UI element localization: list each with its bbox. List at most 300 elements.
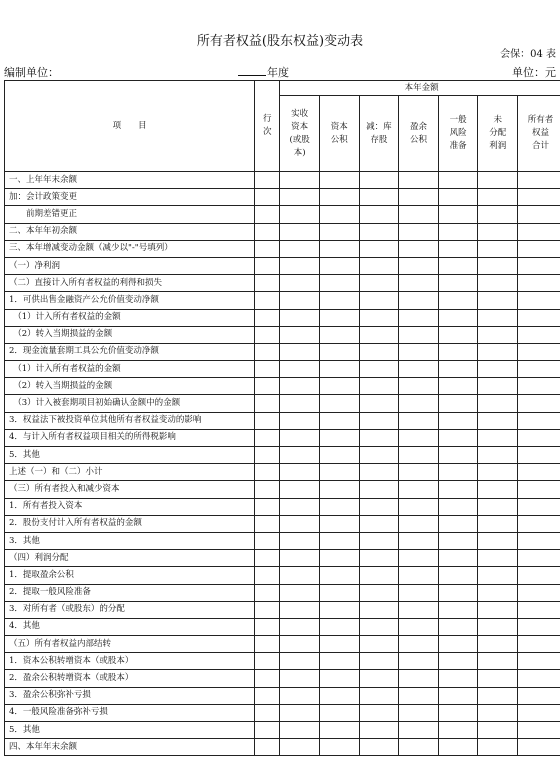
amount-cell[interactable]: [319, 704, 359, 721]
amount-cell[interactable]: [438, 309, 478, 326]
table-row: [5, 275, 560, 292]
line-number-cell[interactable]: [255, 240, 280, 257]
amount-cell[interactable]: [438, 447, 478, 464]
amount-cell[interactable]: [478, 601, 518, 618]
amount-cell[interactable]: [399, 739, 439, 756]
amount-cell[interactable]: [399, 618, 439, 635]
amount-cell[interactable]: [438, 550, 478, 567]
amount-cell[interactable]: [478, 412, 518, 429]
amount-cell[interactable]: [399, 378, 439, 395]
amount-cell[interactable]: [319, 292, 359, 309]
year-blank[interactable]: [238, 65, 266, 76]
amount-cell[interactable]: [359, 739, 399, 756]
amount-cell[interactable]: [478, 395, 518, 412]
line-number-cell[interactable]: [255, 361, 280, 378]
column-header: [438, 96, 478, 172]
amount-cell[interactable]: [399, 257, 439, 274]
amount-cell[interactable]: [359, 722, 399, 739]
amount-cell[interactable]: [359, 172, 399, 189]
amount-cell[interactable]: [478, 257, 518, 274]
line-number-cell[interactable]: [255, 447, 280, 464]
amount-cell[interactable]: [319, 464, 359, 481]
row-label: 1．资本公积转增资本（或股本）: [5, 653, 255, 670]
amount-cell[interactable]: [319, 653, 359, 670]
amount-cell[interactable]: [438, 567, 478, 584]
amount-cell[interactable]: [478, 172, 518, 189]
line-number-cell[interactable]: [255, 722, 280, 739]
amount-cell[interactable]: [280, 515, 320, 532]
amount-cell[interactable]: [399, 515, 439, 532]
amount-cell[interactable]: [280, 223, 320, 240]
amount-cell[interactable]: [438, 240, 478, 257]
amount-cell[interactable]: [280, 584, 320, 601]
amount-cell[interactable]: [399, 687, 439, 704]
amount-cell[interactable]: [319, 343, 359, 360]
column-header-text: 所有者 权益 合计: [527, 115, 554, 151]
table-row: [5, 532, 560, 549]
line-number-cell[interactable]: [255, 257, 280, 274]
amount-cell[interactable]: [518, 687, 560, 704]
table-row: [5, 704, 560, 721]
amount-cell[interactable]: [359, 275, 399, 292]
amount-cell[interactable]: [478, 292, 518, 309]
amount-cell[interactable]: [280, 481, 320, 498]
amount-cell[interactable]: [280, 206, 320, 223]
row-label: 加：会计政策变更: [5, 189, 255, 206]
amount-cell[interactable]: [319, 309, 359, 326]
amount-cell[interactable]: [399, 447, 439, 464]
line-number-cell[interactable]: [255, 275, 280, 292]
amount-cell[interactable]: [319, 447, 359, 464]
line-number-cell[interactable]: [255, 601, 280, 618]
amount-cell[interactable]: [518, 189, 560, 206]
amount-cell[interactable]: [399, 584, 439, 601]
amount-cell[interactable]: [319, 481, 359, 498]
amount-cell[interactable]: [359, 515, 399, 532]
amount-cell[interactable]: [518, 653, 560, 670]
amount-cell[interactable]: [359, 447, 399, 464]
line-number-cell[interactable]: [255, 653, 280, 670]
amount-cell[interactable]: [518, 704, 560, 721]
amount-cell[interactable]: [518, 275, 560, 292]
row-label: （1）计入所有者权益的金额: [5, 309, 255, 326]
amount-cell[interactable]: [399, 670, 439, 687]
amount-cell[interactable]: [438, 326, 478, 343]
amount-cell[interactable]: [399, 326, 439, 343]
amount-cell[interactable]: [359, 670, 399, 687]
amount-cell[interactable]: [399, 464, 439, 481]
amount-cell[interactable]: [438, 429, 478, 446]
row-label: （1）计入所有者权益的金额: [5, 361, 255, 378]
amount-cell[interactable]: [438, 343, 478, 360]
amount-cell[interactable]: [478, 481, 518, 498]
amount-cell[interactable]: [399, 361, 439, 378]
line-number-cell[interactable]: [255, 739, 280, 756]
line-number-cell[interactable]: [255, 618, 280, 635]
amount-cell[interactable]: [319, 275, 359, 292]
amount-cell[interactable]: [478, 653, 518, 670]
amount-cell[interactable]: [478, 361, 518, 378]
amount-cell[interactable]: [478, 378, 518, 395]
amount-cell[interactable]: [478, 189, 518, 206]
amount-cell[interactable]: [518, 326, 560, 343]
amount-cell[interactable]: [319, 395, 359, 412]
amount-cell[interactable]: [280, 447, 320, 464]
amount-cell[interactable]: [518, 722, 560, 739]
amount-cell[interactable]: [319, 584, 359, 601]
amount-cell[interactable]: [438, 378, 478, 395]
amount-cell[interactable]: [280, 257, 320, 274]
amount-cell[interactable]: [319, 722, 359, 739]
amount-cell[interactable]: [399, 601, 439, 618]
amount-cell[interactable]: [319, 515, 359, 532]
amount-cell[interactable]: [359, 550, 399, 567]
amount-cell[interactable]: [280, 292, 320, 309]
amount-cell[interactable]: [518, 670, 560, 687]
amount-cell[interactable]: [518, 601, 560, 618]
amount-cell[interactable]: [359, 240, 399, 257]
amount-cell[interactable]: [399, 223, 439, 240]
amount-cell[interactable]: [319, 687, 359, 704]
amount-cell[interactable]: [438, 653, 478, 670]
line-number-header: [255, 81, 280, 172]
amount-cell[interactable]: [280, 601, 320, 618]
amount-cell[interactable]: [518, 481, 560, 498]
amount-cell[interactable]: [478, 309, 518, 326]
amount-cell[interactable]: [518, 223, 560, 240]
amount-cell[interactable]: [359, 584, 399, 601]
amount-cell[interactable]: [478, 275, 518, 292]
line-number-cell[interactable]: [255, 309, 280, 326]
amount-cell[interactable]: [399, 189, 439, 206]
amount-cell[interactable]: [438, 636, 478, 653]
row-label: 4．其他: [5, 618, 255, 635]
amount-cell[interactable]: [280, 618, 320, 635]
amount-cell[interactable]: [359, 687, 399, 704]
amount-cell[interactable]: [319, 378, 359, 395]
amount-cell[interactable]: [518, 292, 560, 309]
line-number-cell[interactable]: [255, 687, 280, 704]
amount-cell[interactable]: [478, 223, 518, 240]
amount-cell[interactable]: [518, 550, 560, 567]
amount-cell[interactable]: [478, 739, 518, 756]
line-number-cell[interactable]: [255, 206, 280, 223]
table-row: [5, 172, 560, 189]
amount-cell[interactable]: [319, 412, 359, 429]
line-number-cell[interactable]: [255, 515, 280, 532]
amount-cell[interactable]: [399, 395, 439, 412]
line-number-cell[interactable]: [255, 567, 280, 584]
amount-cell[interactable]: [280, 429, 320, 446]
amount-cell[interactable]: [478, 240, 518, 257]
amount-cell[interactable]: [518, 447, 560, 464]
amount-cell[interactable]: [478, 429, 518, 446]
amount-cell[interactable]: [359, 292, 399, 309]
amount-cell[interactable]: [280, 498, 320, 515]
amount-cell[interactable]: [280, 464, 320, 481]
table-row: [5, 240, 560, 257]
amount-cell[interactable]: [319, 498, 359, 515]
amount-cell[interactable]: [280, 739, 320, 756]
amount-cell[interactable]: [319, 361, 359, 378]
amount-cell[interactable]: [280, 670, 320, 687]
amount-cell[interactable]: [438, 722, 478, 739]
amount-cell[interactable]: [359, 326, 399, 343]
line-number-cell[interactable]: [255, 550, 280, 567]
line-number-cell[interactable]: [255, 292, 280, 309]
amount-cell[interactable]: [359, 567, 399, 584]
amount-cell[interactable]: [319, 550, 359, 567]
amount-cell[interactable]: [438, 739, 478, 756]
line-number-cell[interactable]: [255, 429, 280, 446]
amount-cell[interactable]: [438, 532, 478, 549]
line-number-cell[interactable]: [255, 378, 280, 395]
amount-cell[interactable]: [399, 653, 439, 670]
amount-cell[interactable]: [518, 257, 560, 274]
amount-cell[interactable]: [438, 481, 478, 498]
amount-cell[interactable]: [359, 636, 399, 653]
amount-cell[interactable]: [518, 412, 560, 429]
table-row: [5, 601, 560, 618]
amount-cell[interactable]: [280, 172, 320, 189]
amount-cell[interactable]: [399, 567, 439, 584]
table-row: [5, 584, 560, 601]
amount-cell[interactable]: [478, 498, 518, 515]
amount-cell[interactable]: [359, 464, 399, 481]
amount-cell[interactable]: [478, 618, 518, 635]
line-number-cell[interactable]: [255, 498, 280, 515]
table-row: [5, 636, 560, 653]
amount-cell[interactable]: [359, 412, 399, 429]
amount-cell[interactable]: [359, 653, 399, 670]
line-number-cell[interactable]: [255, 704, 280, 721]
amount-cell[interactable]: [280, 361, 320, 378]
amount-cell[interactable]: [399, 550, 439, 567]
amount-cell[interactable]: [359, 343, 399, 360]
amount-cell[interactable]: [478, 206, 518, 223]
line-number-cell[interactable]: [255, 395, 280, 412]
amount-cell[interactable]: [518, 584, 560, 601]
amount-cell[interactable]: [359, 257, 399, 274]
amount-cell[interactable]: [280, 309, 320, 326]
line-number-cell[interactable]: [255, 189, 280, 206]
amount-cell[interactable]: [280, 704, 320, 721]
amount-cell[interactable]: [478, 567, 518, 584]
amount-cell[interactable]: [438, 601, 478, 618]
row-label: 二、本年年初余额: [5, 223, 255, 240]
amount-cell[interactable]: [438, 618, 478, 635]
amount-cell[interactable]: [478, 722, 518, 739]
line-number-cell[interactable]: [255, 223, 280, 240]
amount-cell[interactable]: [438, 412, 478, 429]
amount-cell[interactable]: [478, 464, 518, 481]
line-number-cell[interactable]: [255, 481, 280, 498]
amount-cell[interactable]: [280, 567, 320, 584]
amount-cell[interactable]: [280, 326, 320, 343]
amount-cell[interactable]: [518, 240, 560, 257]
amount-cell[interactable]: [518, 395, 560, 412]
amount-cell[interactable]: [399, 275, 439, 292]
amount-cell[interactable]: [319, 172, 359, 189]
amount-cell[interactable]: [280, 636, 320, 653]
amount-cell[interactable]: [518, 464, 560, 481]
amount-cell[interactable]: [518, 498, 560, 515]
amount-cell[interactable]: [399, 343, 439, 360]
amount-cell[interactable]: [438, 189, 478, 206]
amount-cell[interactable]: [518, 172, 560, 189]
amount-cell[interactable]: [478, 550, 518, 567]
amount-cell[interactable]: [359, 704, 399, 721]
amount-cell[interactable]: [438, 515, 478, 532]
line-number-cell[interactable]: [255, 532, 280, 549]
line-number-cell[interactable]: [255, 670, 280, 687]
line-number-cell[interactable]: [255, 412, 280, 429]
column-header: [319, 96, 359, 172]
amount-cell[interactable]: [478, 515, 518, 532]
amount-cell[interactable]: [319, 567, 359, 584]
amount-cell[interactable]: [280, 653, 320, 670]
amount-cell[interactable]: [319, 670, 359, 687]
amount-cell[interactable]: [280, 412, 320, 429]
amount-cell[interactable]: [518, 309, 560, 326]
amount-cell[interactable]: [399, 636, 439, 653]
amount-cell[interactable]: [359, 309, 399, 326]
amount-cell[interactable]: [478, 636, 518, 653]
amount-cell[interactable]: [359, 378, 399, 395]
amount-cell[interactable]: [438, 172, 478, 189]
amount-cell[interactable]: [319, 532, 359, 549]
amount-cell[interactable]: [438, 687, 478, 704]
row-label: 一、上年年末余额: [5, 172, 255, 189]
amount-cell[interactable]: [438, 584, 478, 601]
line-number-cell[interactable]: [255, 172, 280, 189]
amount-cell[interactable]: [438, 704, 478, 721]
line-number-cell[interactable]: [255, 326, 280, 343]
amount-cell[interactable]: [399, 532, 439, 549]
amount-cell[interactable]: [280, 275, 320, 292]
amount-cell[interactable]: [518, 636, 560, 653]
amount-cell[interactable]: [518, 515, 560, 532]
amount-cell[interactable]: [399, 704, 439, 721]
amount-cell[interactable]: [518, 361, 560, 378]
amount-cell[interactable]: [399, 429, 439, 446]
amount-cell[interactable]: [518, 206, 560, 223]
amount-cell[interactable]: [319, 240, 359, 257]
amount-cell[interactable]: [359, 189, 399, 206]
amount-cell[interactable]: [399, 722, 439, 739]
amount-cell[interactable]: [399, 481, 439, 498]
amount-cell[interactable]: [399, 240, 439, 257]
amount-cell[interactable]: [438, 257, 478, 274]
amount-cell[interactable]: [478, 326, 518, 343]
amount-cell[interactable]: [319, 601, 359, 618]
amount-cell[interactable]: [280, 722, 320, 739]
amount-cell[interactable]: [319, 326, 359, 343]
amount-cell[interactable]: [359, 532, 399, 549]
line-number-cell[interactable]: [255, 636, 280, 653]
amount-cell[interactable]: [478, 670, 518, 687]
row-label: 上述（一）和（二）小计: [5, 464, 255, 481]
amount-cell[interactable]: [319, 206, 359, 223]
amount-cell[interactable]: [280, 550, 320, 567]
amount-cell[interactable]: [438, 361, 478, 378]
amount-cell[interactable]: [438, 498, 478, 515]
amount-cell[interactable]: [319, 189, 359, 206]
amount-cell[interactable]: [518, 343, 560, 360]
line-number-cell[interactable]: [255, 343, 280, 360]
amount-cell[interactable]: [438, 275, 478, 292]
line-number-cell[interactable]: [255, 464, 280, 481]
table-row: [5, 670, 560, 687]
table-row: [5, 257, 560, 274]
amount-cell[interactable]: [359, 618, 399, 635]
amount-cell[interactable]: [478, 584, 518, 601]
amount-cell[interactable]: [280, 189, 320, 206]
amount-cell[interactable]: [399, 309, 439, 326]
amount-cell[interactable]: [280, 395, 320, 412]
amount-cell[interactable]: [518, 532, 560, 549]
amount-cell[interactable]: [359, 223, 399, 240]
amount-cell[interactable]: [438, 464, 478, 481]
amount-cell[interactable]: [359, 498, 399, 515]
amount-cell[interactable]: [359, 206, 399, 223]
amount-cell[interactable]: [280, 687, 320, 704]
amount-cell[interactable]: [438, 292, 478, 309]
column-header-text: 未 分配 利润: [489, 115, 507, 151]
amount-cell[interactable]: [478, 447, 518, 464]
amount-cell[interactable]: [319, 618, 359, 635]
amount-cell[interactable]: [518, 567, 560, 584]
row-label: 四、本年年末余额: [5, 739, 255, 756]
amount-cell[interactable]: [359, 481, 399, 498]
equity-change-table: [4, 80, 560, 756]
amount-cell[interactable]: [518, 429, 560, 446]
amount-cell[interactable]: [319, 257, 359, 274]
amount-cell[interactable]: [280, 532, 320, 549]
amount-cell[interactable]: [280, 378, 320, 395]
amount-cell[interactable]: [280, 343, 320, 360]
amount-cell[interactable]: [518, 739, 560, 756]
line-number-cell[interactable]: [255, 584, 280, 601]
amount-cell[interactable]: [438, 223, 478, 240]
amount-cell[interactable]: [438, 395, 478, 412]
amount-cell[interactable]: [319, 429, 359, 446]
amount-cell[interactable]: [359, 429, 399, 446]
amount-cell[interactable]: [319, 739, 359, 756]
amount-cell[interactable]: [399, 292, 439, 309]
amount-cell[interactable]: [319, 223, 359, 240]
amount-cell[interactable]: [518, 618, 560, 635]
amount-cell[interactable]: [359, 361, 399, 378]
amount-cell[interactable]: [399, 172, 439, 189]
amount-cell[interactable]: [359, 601, 399, 618]
amount-cell[interactable]: [478, 532, 518, 549]
amount-cell[interactable]: [478, 704, 518, 721]
amount-cell[interactable]: [359, 395, 399, 412]
amount-cell[interactable]: [399, 498, 439, 515]
amount-cell[interactable]: [478, 687, 518, 704]
row-label: 3．其他: [5, 532, 255, 549]
amount-cell[interactable]: [438, 206, 478, 223]
amount-cell[interactable]: [438, 670, 478, 687]
amount-cell[interactable]: [399, 206, 439, 223]
amount-cell[interactable]: [399, 412, 439, 429]
amount-cell[interactable]: [518, 378, 560, 395]
amount-cell[interactable]: [319, 636, 359, 653]
row-label: 5．其他: [5, 722, 255, 739]
amount-cell[interactable]: [478, 343, 518, 360]
amount-cell[interactable]: [280, 240, 320, 257]
